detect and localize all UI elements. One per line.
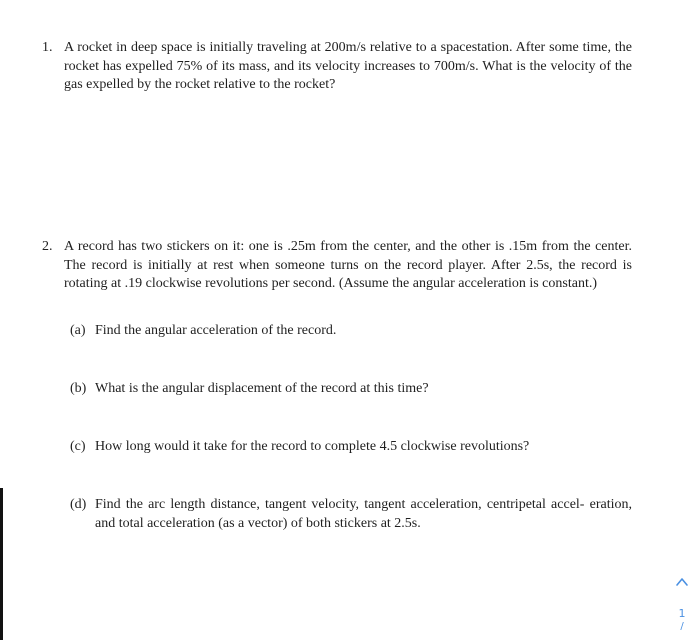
left-edge-bar — [0, 488, 3, 640]
part-a-label: (a) — [70, 323, 86, 338]
part-c-label: (c) — [70, 439, 86, 454]
part-a-text: Find the angular acceleration of the record. — [95, 323, 337, 338]
part-d-text: Find the arc length distance, tangent velocity, tangent acceleration, centripetal accel- eration, and total acceleration (as a vector) of both stickers at 2.5s. — [95, 497, 632, 531]
part-b-label: (b) — [70, 381, 87, 396]
chevron-up-icon[interactable] — [674, 575, 690, 591]
part-d-label: (d) — [70, 497, 87, 512]
part-c-text: How long would it take for the record to complete 4.5 clockwise revolutions? — [95, 439, 530, 454]
part-b-text: What is the angular displacement of the record at this time? — [95, 381, 429, 396]
problem-2-text: A record has two stickers on it: one is .25m from the center, and the other is .15m from the center. The record is initially at rest when someone turns on the record player. After 2.5s, the record is rotating at .19 clockwise revolutions per second. (Assume the angular acceleration is constant.) — [64, 239, 632, 291]
problem-1-number: 1. — [42, 40, 53, 55]
problem-2-number: 2. — [42, 239, 53, 254]
page-separator: / — [680, 621, 684, 632]
problem-1-text: A rocket in deep space is initially traveling at 200m/s relative to a spacestation. After some time, the rocket has expelled 75% of its mass, and its velocity increases to 700m/s. What is the velocity of the gas expelled by the rocket relative to the rocket? — [64, 40, 632, 92]
page-number: 1 — [678, 607, 686, 620]
page-navigator — [672, 575, 692, 640]
